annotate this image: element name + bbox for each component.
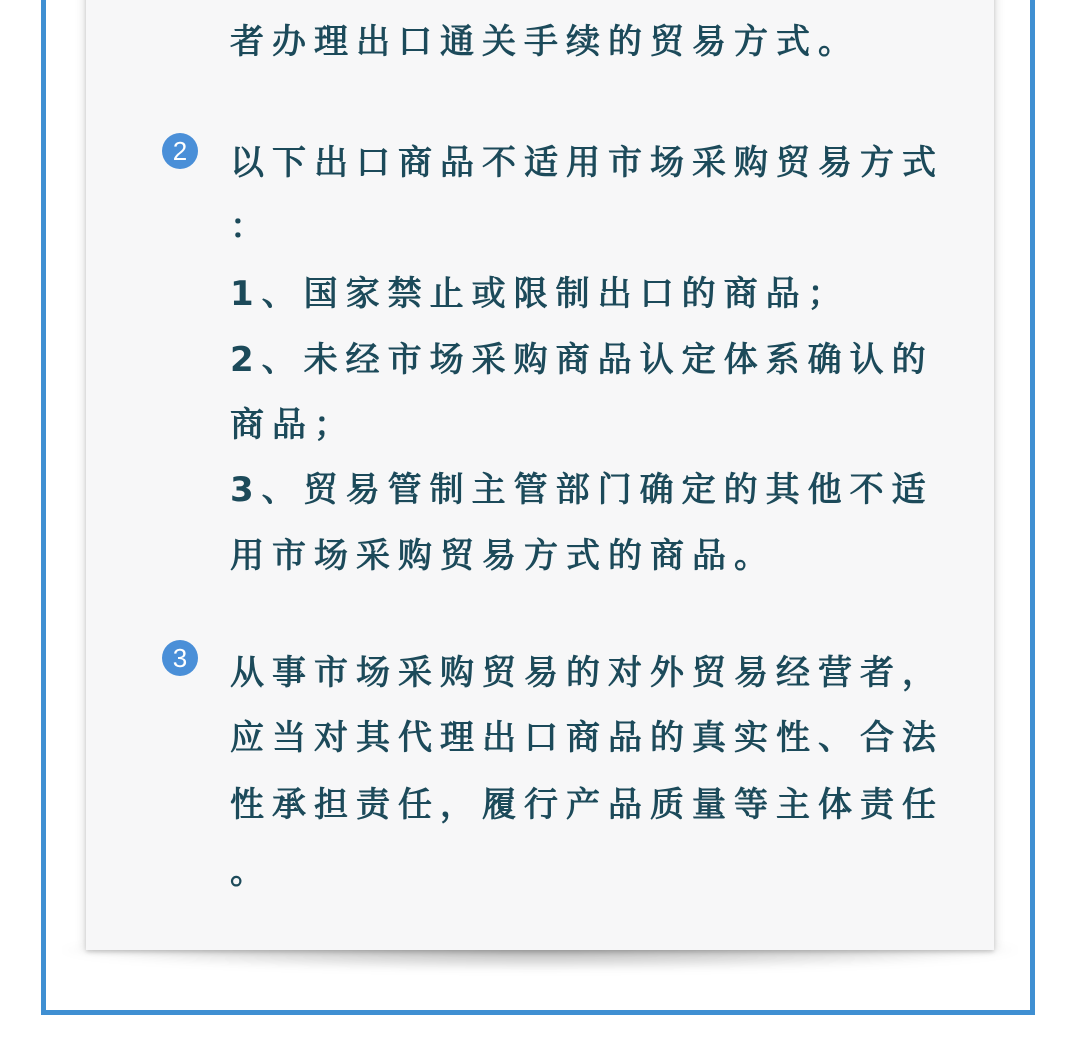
section2-item-2: 2、未经市场采购商品认定体系确认的: [230, 340, 934, 380]
section3-line-2: 应当对其代理出口商品的真实性、合法: [230, 718, 944, 758]
section2-intro-line1: 以下出口商品不适用市场采购贸易方式: [230, 143, 944, 183]
section2-item-3-cont: 用市场采购贸易方式的商品。: [230, 536, 776, 576]
section3-line-3: 性承担责任，履行产品质量等主体责任: [230, 785, 944, 825]
section3-line-4: 。: [230, 852, 272, 892]
section2-intro-line2: ：: [230, 207, 272, 247]
section2-item-1: 1、国家禁止或限制出口的商品；: [230, 274, 850, 314]
section3-line-1: 从事市场采购贸易的对外贸易经营者，: [230, 653, 944, 693]
section1-tail-text: 者办理出口通关手续的贸易方式。: [230, 22, 860, 62]
section2-item-2-cont: 商品；: [230, 405, 356, 445]
number-badge-3: 3: [162, 640, 198, 676]
number-badge-2: 2: [162, 133, 198, 169]
section2-item-3: 3、贸易管制主管部门确定的其他不适: [230, 470, 934, 510]
